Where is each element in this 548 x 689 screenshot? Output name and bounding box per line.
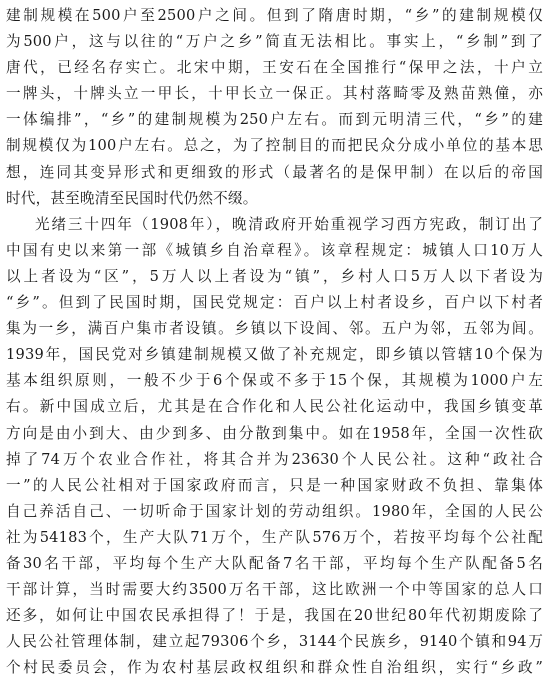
text-line: 集为一乡，满百户集市者设镇。乡镇以下设闾、邻。五户为邻，五邻为闾。 — [6, 320, 543, 338]
text-line: 一”的人民公社相对于国家政府而言，只是一种国家财政不负担、靠集体 — [6, 476, 543, 494]
text-line: 个村民委员会，作为农村基层政权组织和群众性自治组织，实行“乡政” — [6, 659, 543, 677]
text-line: 还多，如何让中国农民承担得了！于是，我国在20世纪80年代初期废除了 — [6, 607, 543, 625]
text-line: 为500户，这与以往的“万户之乡”简直无法相比。事实上，“乡制”到了 — [6, 33, 543, 51]
text-line: “乡”。但到了民国时期，国民党规定：百户以上村者设乡，百户以下村者 — [6, 294, 543, 312]
text-line: 制规模仅为100户左右。总之，为了控制目的而把民众分成小单位的基本思 — [6, 137, 543, 155]
text-line: 想，连同其变异形式和更细致的形式（最著名的是保甲制）在以后的帝国 — [6, 163, 543, 181]
text-line: 社为54183个，生产大队71万个，生产队576万个，若按平均每个公社配 — [6, 528, 543, 546]
text-line: 基本组织原则，一般不少于6个保或不多于15个保，其规模为1000户左 — [6, 372, 543, 390]
text-line: 掉了74万个农业合作社，将其合并为23630个人民公社。这种“政社合 — [6, 450, 543, 468]
text-line: 自己养活自己、一切听命于国家计划的劳动组织。1980年，全国的人民公 — [6, 502, 543, 520]
text-line: 时代，甚至晚清至民国时代仍然不缀。 — [6, 189, 258, 207]
text-line: 中国有史以来第一部《城镇乡自治章程》。该章程规定：城镇人口10万人 — [6, 241, 543, 259]
text-line: 1939年，国民党对乡镇建制规模又做了补充规定，即乡镇以管辖10个保为 — [6, 346, 543, 364]
text-line: 人民公社管理体制，建立起79306个乡，3144个民族乡，9140个镇和94万 — [6, 633, 543, 651]
text-line: 光绪三十四年（1908年），晚清政府开始重视学习西方宪政，制订出了 — [35, 215, 543, 233]
text-line: 干部计算，当时需要大约3500万名干部，这比欧洲一个中等国家的总人口 — [6, 581, 543, 599]
text-line: 一体编排”，“乡”的建制规模为250户左右。而到元明清三代，“乡”的建 — [6, 111, 543, 129]
text-line: 建制规模在500户至2500户之间。但到了隋唐时期，“乡”的建制规模仅 — [6, 7, 543, 24]
text-line: 一牌头，十牌头立一甲长，十甲长立一保正。其村落畸零及熟苗熟僮，亦 — [6, 85, 543, 103]
text-line: 备30名干部，平均每个生产大队配备7名干部，平均每个生产队配备5名 — [6, 554, 543, 572]
text-line: 方向是由小到大、由少到多、由分散到集中。如在1958年，全国一次性砍 — [6, 424, 543, 442]
text-line: 唐代，已经名存实亡。北宋中期，王安石在全国推行“保甲之法，十户立 — [6, 59, 543, 77]
text-line: 右。新中国成立后，尤其是在合作化和人民公社化运动中，我国乡镇变革 — [6, 398, 543, 416]
text-line: 以上者设为“区”，5万人以上者设为“镇”，乡村人口5万人以下者设为 — [6, 267, 543, 285]
